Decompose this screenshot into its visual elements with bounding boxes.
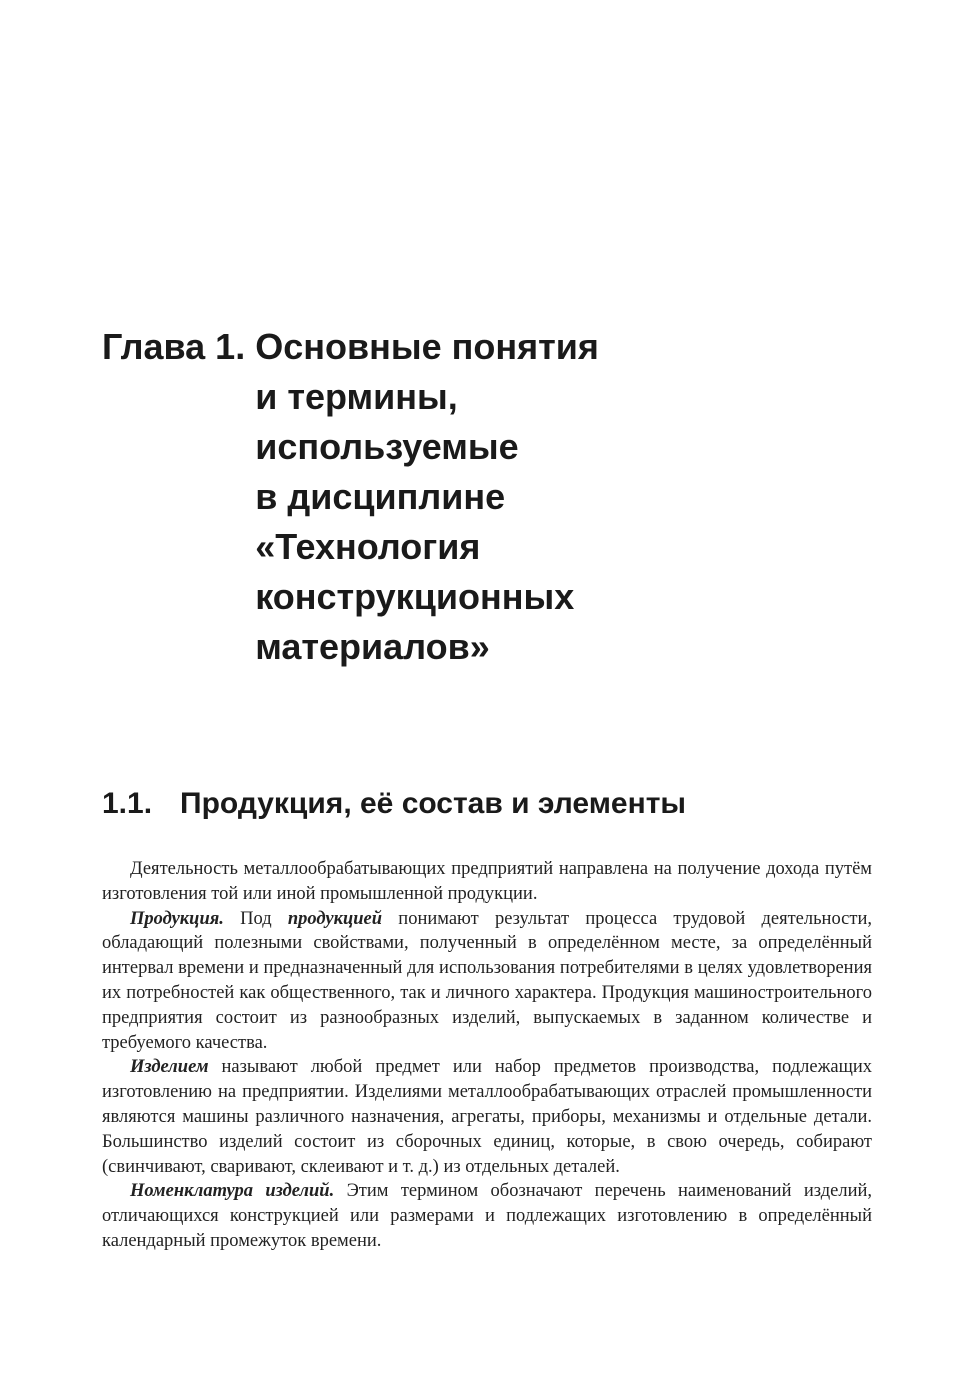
paragraph-product: [102, 907, 872, 1056]
term-emphasis: продукцией: [287, 908, 383, 929]
term-lead: Продукция.: [130, 908, 224, 929]
chapter-title-line: в дисциплине: [255, 476, 506, 517]
chapter-title-lines: [255, 322, 599, 672]
section-number: 1.1.: [102, 787, 153, 820]
chapter-title-line: используемые: [255, 426, 519, 467]
chapter-title: [102, 322, 862, 672]
chapter-label: Глава 1.: [102, 326, 256, 367]
section-heading: [102, 784, 686, 824]
paragraph-text: Деятельность металлообрабатывающих предприятий направлена на получение дохода путём изготовления той или иной промышленной продукции.: [102, 859, 872, 904]
paragraph-intro: [102, 857, 872, 907]
chapter-title-line: и термины,: [255, 376, 458, 417]
paragraph-item: [102, 1055, 872, 1179]
chapter-title-line: Основные понятия: [255, 326, 599, 367]
chapter-title-line: материалов»: [255, 626, 490, 667]
term-lead: Изделием: [130, 1057, 209, 1078]
paragraph-nomenclature: [102, 1179, 872, 1253]
body-text: [102, 857, 872, 1254]
paragraph-text: Под: [223, 908, 288, 929]
section-title: Продукция, её состав и элементы: [180, 787, 687, 820]
chapter-title-line: «Технология: [255, 526, 481, 567]
paragraph-text: понимают результат процесса трудовой деятельности, обладающий полезными свойствами, полученный в определённом месте, за определённый интервал времени и предназначенный для использования потребителями в целях удовлетворения их потребностей как общественного, так и личного характера. Продукция машиностроительного предприятия состоит из разнообразных изделий, выпускаемых в заданном количестве и требуемого качества.: [102, 908, 872, 1053]
paragraph-text: называют любой предмет или набор предметов производства, подлежащих изготовлению на предприятии. Изделиями металлообрабатывающих отраслей промышленности являются машины различного назначения, агрегаты, приборы, механизмы и отдельные детали. Большинство изделий состоит из сборочных единиц, которые, в свою очередь, собирают (свинчивают, сваривают, склеивают и т. д.) из отдельных деталей.: [102, 1057, 872, 1177]
term-lead: Номенклатура изделий.: [130, 1181, 335, 1202]
paragraph-text: Этим термином обозначают перечень наименований изделий, отличающихся конструкцией или размерами и подлежащих изготовлению в определённый календарный промежуток времени.: [102, 1181, 872, 1251]
chapter-title-line: конструкционных: [255, 576, 575, 617]
